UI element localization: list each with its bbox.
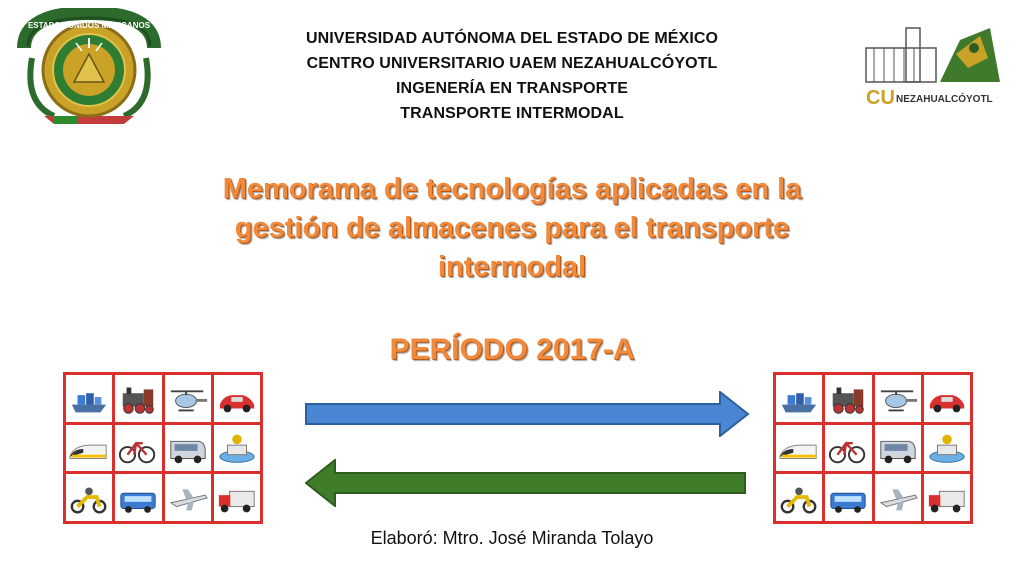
memorama-card[interactable] [115,425,161,472]
left-arrow-icon [305,459,747,512]
sports-car-icon [926,379,968,417]
bicycle-icon [117,429,159,467]
memorama-card[interactable] [165,375,211,422]
memorama-card[interactable] [825,375,871,422]
bus-icon [117,479,159,517]
cargo-ship-icon [68,379,110,417]
emblem-arc-text: ESTADOS UNIDOS MEXICANOS [27,21,151,30]
memorama-card[interactable] [875,425,921,472]
header-course: TRANSPORTE INTERMODAL [400,105,624,122]
memorama-card[interactable] [214,425,260,472]
memorama-card[interactable] [875,375,921,422]
steam-locomotive-icon [117,379,159,417]
motorcycle-icon [778,479,820,517]
airplane-icon [877,479,919,517]
memorama-card[interactable] [825,474,871,521]
svg-text:NEZAHUALCÓYOTL: NEZAHUALCÓYOTL [896,94,993,105]
author-credit: Elaboró: Mtro. José Miranda Tolayo [370,528,654,548]
memorama-card[interactable] [165,425,211,472]
header-center: CENTRO UNIVERSITARIO UAEM NEZAHUALCÓYOTL [306,55,718,72]
hovercraft-icon [216,429,258,467]
memorama-card[interactable] [214,474,260,521]
memorama-card[interactable] [776,474,822,521]
memorama-card[interactable] [924,474,970,521]
memorama-card[interactable] [776,425,822,472]
hovercraft-icon [926,429,968,467]
period-label: PERÍODO 2017-A [389,333,635,366]
motorcycle-icon [68,479,110,517]
memorama-card[interactable] [924,375,970,422]
title-line-3: intermodal [437,251,587,283]
airplane-icon [167,479,209,517]
steam-locomotive-icon [827,379,869,417]
bullet-train-icon [778,429,820,467]
header-university: UNIVERSIDAD AUTÓNOMA DEL ESTADO DE MÉXICO [305,30,719,47]
helicopter-icon [167,379,209,417]
truck-icon [926,479,968,517]
memorama-card[interactable] [115,375,161,422]
memorama-card[interactable] [924,425,970,472]
sports-car-icon [216,379,258,417]
van-icon [877,429,919,467]
memorama-grid-left [63,372,263,524]
memorama-card[interactable] [165,474,211,521]
memorama-card[interactable] [825,425,871,472]
memorama-card[interactable] [776,375,822,422]
title-line-2: gestión de almacenes para el transporte [234,212,790,244]
truck-icon [216,479,258,517]
van-icon [167,429,209,467]
header-program: INGENERÍA EN TRANSPORTE [396,80,628,97]
memorama-card[interactable] [66,425,112,472]
svg-text:CU: CU [866,87,895,109]
memorama-card[interactable] [214,375,260,422]
memorama-card[interactable] [66,375,112,422]
memorama-card[interactable] [66,474,112,521]
bullet-train-icon [68,429,110,467]
memorama-grid-right [773,372,973,524]
memorama-card[interactable] [875,474,921,521]
helicopter-icon [877,379,919,417]
bicycle-icon [827,429,869,467]
memorama-card[interactable] [115,474,161,521]
bus-icon [827,479,869,517]
cargo-ship-icon [778,379,820,417]
title-line-1: Memorama de tecnologías aplicadas en la [222,173,802,205]
presentation-title [150,170,874,287]
right-arrow-icon [305,391,750,442]
